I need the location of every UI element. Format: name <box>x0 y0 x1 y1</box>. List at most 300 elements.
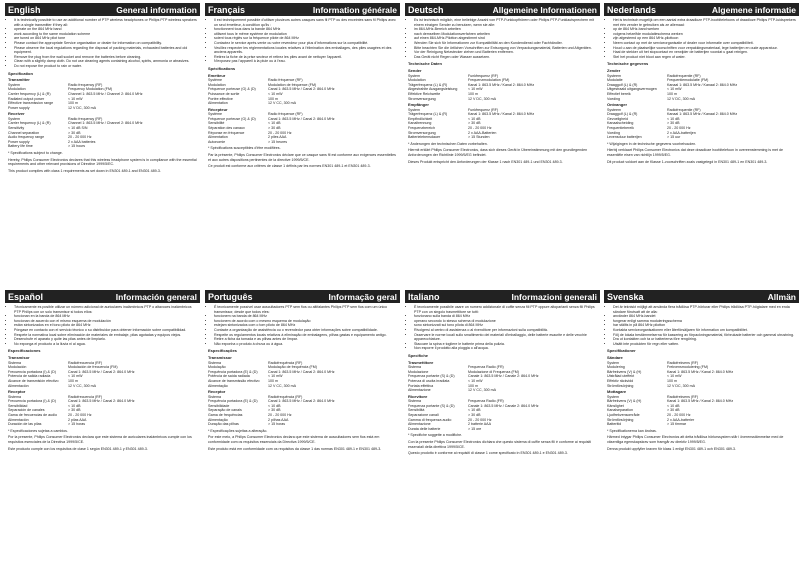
spec-key: Battery life time <box>8 144 33 149</box>
specification-block <box>208 67 397 145</box>
spec-section-title: Zender <box>607 67 621 73</box>
declaration-text: Hierbij verklaart Philips Consumer Electronics dat deze draadloze hoofdtelefoon in overeenstemming is met de essentiële eisen van richtlijn 1999/5/EG. <box>607 148 783 158</box>
spec-key: Batterielebensdauer <box>408 135 441 140</box>
spec-value: 12 V CC, 300 mA <box>68 383 96 388</box>
bullet-item: • É tecnicamente possível usar auscultadores PTP sem fios ou altifalantes Philips PTP sem fios com um único transmissor, desde que todos eles: <box>214 305 397 314</box>
spec-note: * Especificações sujeitas a alteração. <box>208 428 268 433</box>
spec-section-title: Transmisor <box>8 354 30 360</box>
spec-value: Canal 1: 863.5 MHz / Canal 2: 864.0 MHz <box>268 399 335 404</box>
spec-section-title: Sändare <box>607 354 623 360</box>
spec-key: System <box>607 360 619 365</box>
spec-key: Draaggolf (L) & (R) <box>607 82 638 87</box>
compliance-text: Dit product voldoet aan de Klasse 1-voorschriften zoals vastgelegd in EN301 489-1 en EN301 489-3. <box>607 159 768 164</box>
section-header <box>604 290 799 303</box>
bullet-item: • Respeite os regulamentos locais relativos à eliminação de embalagens, pilhas gastas e equipamento antigo. <box>214 333 397 338</box>
bullet-item: • funcionan de acuerdo con el mismo esquema de modulación <box>14 319 197 324</box>
spec-value: > 15 timmar <box>667 422 687 427</box>
spec-key: System <box>408 73 420 78</box>
bullet-item: • funzionano sulla banda di 864 MHz <box>414 314 597 319</box>
bullet-item: • Técnicamente es posible utilizar un número adicional de auriculares inalámbricos PTP o altavoces inalámbricos PTP Philips con un solo transmisor si todos ellos: <box>14 305 197 314</box>
spec-value: Radiofrequentie (RF) <box>667 73 701 78</box>
section-header <box>5 290 200 303</box>
bullet-item: • zijn afgestemd op een 864 MHz-pilottoon <box>613 36 796 41</box>
spec-value: < 10 mW <box>268 374 283 379</box>
spec-key: Sistema <box>208 394 221 399</box>
spec-value: < 10 mW <box>268 91 283 96</box>
spec-key: Voeding <box>607 96 620 101</box>
bullet-item: • funcionan en la banda de 864 MHz <box>14 314 197 319</box>
declaration-text: Con la presente Philips Consumer Electronics dichiara che questo sistema di cuffie senza fili è conforme ai requisiti essenziali della direttiva 1999/5/CE. <box>408 440 592 449</box>
spec-key: Carrier frequency (L) & (R) <box>8 91 51 96</box>
spec-value: < 10 mW <box>468 87 483 92</box>
spec-section-title: Receptor <box>8 389 26 395</box>
spec-key: Modulazione <box>408 369 429 374</box>
spec-value: 12 V CC, 300 mA <box>268 383 296 388</box>
spec-key: Alimentação <box>208 417 228 422</box>
spec-section-title: Receiver <box>8 111 25 117</box>
section-title: Algemene informatie <box>711 4 796 15</box>
spec-key: Alimentación <box>8 383 29 388</box>
spec-key: Gamma di frequenza audio <box>408 417 452 422</box>
spec-key: Alimentação <box>208 383 228 388</box>
bullet-item: • Please contact the appropriate Service organisation or dealer for information on compatibility. <box>14 41 197 46</box>
bullet-list <box>8 18 197 69</box>
bullet-item: • are tuned on 864 MHz pilot tone <box>14 36 197 41</box>
spec-key: Fréquence porteuse (G) & (D) <box>208 116 256 121</box>
spec-value: 12 V DC, 300 mA <box>667 96 695 101</box>
declaration-text: Por este meio, a Philips Consumer Electronics declara que este sistema de auscultadores sem fios está em conformidade com os requisitos essenciais da Directiva 1999/5/CE. <box>208 435 380 445</box>
bullet-item: • Contacte a organização de assistência ou o revendedor para obter informações sobre compatibilidade. <box>214 328 397 333</box>
spec-value: Channel 1: 863.5 MHz / Channel 2: 864.0 MHz <box>68 121 143 126</box>
spec-value: Canal 1: 863.5 MHz / Canal 2: 864.0 MHz <box>268 116 335 121</box>
spec-section-title: Empfänger <box>408 102 429 108</box>
spec-key: Audio frequency range <box>8 135 45 140</box>
spec-value: Funkfrequenz (RF) <box>468 107 499 112</box>
spec-key: Frequenza portante (S) & (D) <box>408 374 455 379</box>
spec-value: 100 m <box>468 383 478 388</box>
spec-value: Radio frequency (RF) <box>68 82 103 87</box>
spec-row <box>408 427 597 432</box>
language-title: Español <box>8 291 44 302</box>
spec-value: 2 pilhas AAA <box>268 417 289 422</box>
bullet-item: • No exponga el producto a la lluvia ni al agua. <box>14 342 197 347</box>
spec-value: 20 - 20 000 Hz <box>468 417 492 422</box>
spec-key: Stromversorgung <box>408 96 436 101</box>
spec-value: 2 piles AAA <box>268 135 287 140</box>
spec-key: Sistema <box>408 399 421 404</box>
section-header <box>205 290 400 303</box>
spec-key: Kanaltrennung <box>408 121 432 126</box>
section-title: Allgemeine Informationen <box>492 4 597 15</box>
spec-key: Sensibilité <box>208 121 225 126</box>
compliance-text: Ce produit est conforme aux critères de classe 1 définis par les normes EN301 489-1 et EN301 489-3. <box>208 164 371 169</box>
spec-key: Effective transmission range <box>8 101 54 106</box>
spec-key: System <box>607 394 619 399</box>
declaration-text: Par la présente, Philips Consumer Electronics déclare que ce casque sans fil est conforme aux exigences essentielles et aux autres dispositions pertinentes de la directive 1999/5/CE. <box>208 153 396 162</box>
spec-key: Sensitivity <box>8 126 25 131</box>
spec-key: Potencia de salida radiada <box>8 374 51 379</box>
specification-block <box>408 354 597 432</box>
spec-key: Separación de canales <box>8 408 45 413</box>
spec-row <box>607 384 796 389</box>
spec-key: System <box>8 82 20 87</box>
spec-section-title: Transmitter <box>8 77 30 83</box>
spec-value: < 10 mW <box>667 374 682 379</box>
specification-block <box>607 349 796 427</box>
specification-block <box>8 349 197 427</box>
spec-note: * Especificaciones sujetas a cambios. <box>8 428 68 433</box>
bullet-item: • están sintonizados en el tono piloto de 864 MHz <box>14 323 197 328</box>
bullet-list <box>208 305 397 346</box>
spec-section-title: Mottagare <box>607 389 627 395</box>
spec-key: Effektiv räckvidd <box>607 378 634 383</box>
specification-block <box>8 72 197 150</box>
spec-value: Modulazione di Frequenza (FM) <box>468 369 519 374</box>
spec-key: Kanalseparation <box>607 408 633 413</box>
spec-key: Trägerfrequenz (L) & (R) <box>408 82 448 87</box>
spec-value: 100 m <box>268 378 278 383</box>
section-header <box>604 3 799 16</box>
bullet-item: • Rivolgersi al centro di assistenza o al rivenditore per informazioni sulla compatibilità. <box>414 328 597 333</box>
bullet-item: • nach demselben Modulationsverfahren arbeiten <box>414 32 597 37</box>
spec-value: Frequency Modulation (FM) <box>68 87 113 92</box>
spec-value: Kanaal 1: 863.5 MHz / Kanaal 2: 864.0 MHz <box>667 82 738 87</box>
spec-value: 12 V CC, 300 mA <box>468 388 496 393</box>
bullet-item: • op de 864 MHz-band werken <box>613 27 796 32</box>
spec-value: > 15 hours <box>68 144 86 149</box>
spec-key: Gama de frecuencias de audio <box>8 413 57 418</box>
bullet-item: • Please observe the local regulations regarding the disposal of packing materials, exhausted batteries and old equipment. <box>14 46 197 55</box>
section-title: General information <box>116 4 197 15</box>
spec-value: < 10 mW <box>667 87 682 92</box>
spec-value: > 30 dB <box>468 121 481 126</box>
language-title: Svenska <box>607 291 644 302</box>
spec-key: Frequência portadora (E) & (D) <box>208 399 258 404</box>
language-section-5 <box>205 290 400 568</box>
spec-key: Alimentazione <box>408 388 431 393</box>
spec-value: Canal 1: 863.5 MHz / Canal 2: 864.0 MHz <box>68 369 135 374</box>
language-section-6 <box>405 290 600 568</box>
spec-key: Voeding <box>607 130 620 135</box>
spec-key: Système <box>208 78 222 83</box>
bullet-item: • Non esporre il prodotto alla pioggia o all'acqua. <box>414 346 597 351</box>
spec-key: Power supply <box>8 139 30 144</box>
spec-value: 20 - 20 000 Hz <box>68 135 92 140</box>
specification-title: Specifiche <box>408 352 429 358</box>
specification-title: Specifikationer <box>607 348 636 354</box>
declaration-text: Hiermit erklärt Philips Consumer Electronics, dass sich dieses Gerät in Übereinstimmung mit den grundlegenden Anforderungen der Richtlinie 1999/5/EG befindet. <box>408 148 588 158</box>
spec-key: Kanaalscheiding <box>607 121 634 126</box>
spec-value: Radiofrequência (RF) <box>268 360 303 365</box>
language-title: Nederlands <box>607 4 657 15</box>
spec-value: < 10 dB <box>667 116 680 121</box>
spec-key: Strömförsörjning <box>607 417 634 422</box>
spec-key: Alimentazione <box>408 422 431 427</box>
spec-row <box>408 388 597 393</box>
bullet-list <box>408 18 597 59</box>
spec-row <box>8 384 197 389</box>
spec-key: Batteritid <box>607 422 622 427</box>
bullet-item: • volgens hetzelfde modulatieschema werken <box>613 32 796 37</box>
spec-key: Ljudfrekvensområde <box>607 413 640 418</box>
language-section-7 <box>604 290 799 568</box>
spec-key: Levensduur batterijen <box>607 135 642 140</box>
bullet-item: • Vor der Reinigung Netzstecker ziehen und Batterien entfernen. <box>414 50 597 55</box>
bullet-item: • Het is technisch mogelijk om een aantal extra draadloze PTP-hoofdtelefoons of draadloze Philips PTP-luidsprekers met één zender te gebruiken als ze allemaal: <box>613 18 796 27</box>
section-body <box>205 16 400 169</box>
spec-key: Potenza di uscita irradiata <box>408 378 450 383</box>
spec-key: Systeem <box>607 73 621 78</box>
bullet-item: • Staccare la spina e togliere le batterie prima della pulizia. <box>414 342 597 347</box>
spec-key: Separação de canais <box>208 408 242 413</box>
spec-value: < 10 dB S/N <box>68 126 88 131</box>
spec-value: < 10 mW <box>468 378 483 383</box>
spec-key: Frequenza portante (S) & (D) <box>408 403 455 408</box>
spec-key: Modulação <box>208 365 226 370</box>
bullet-item: • Póngase en contacto con el servicio técnico o su distribuidor para obtener información sobre compatibilidad. <box>14 328 197 333</box>
spec-value: > 15 horas <box>268 422 286 427</box>
section-body <box>205 303 400 451</box>
spec-value: Modulation de fréquence (FM) <box>268 82 317 87</box>
spec-key: Fréquence porteuse (G) & (D) <box>208 87 256 92</box>
bullet-item: • Osservare le norme locali sullo smaltimento dei materiali d'imballaggio, delle batterie esaurite e delle vecchie apparecchiature. <box>414 333 597 342</box>
bullet-list <box>408 305 597 351</box>
spec-value: < 10 dB <box>68 403 81 408</box>
spec-value: 12 V CC, 300 mA <box>268 101 296 106</box>
bullet-item: • Det är tekniskt möjligt att använda flera trådlösa PTP-hörlurar eller Philips trådlösa PTP-högtalare med en enda sändare förutsatt att de alla: <box>613 305 796 314</box>
spec-value: 2 x AAA-batterijen <box>667 130 696 135</box>
spec-value: Radiofrekvens (RF) <box>667 394 699 399</box>
spec-value: Kanal 1: 863.5 MHz / Kanal 2: 864.0 MHz <box>667 399 734 404</box>
section-body <box>405 303 600 456</box>
bullet-item: • operano secondo lo stesso schema di modulazione <box>414 319 597 324</box>
spec-key: Separazione canali <box>408 413 439 418</box>
compliance-text: Denna produkt uppfyller kraven för klass 1 enligt EN301 489-1 och EN301 489-3. <box>607 446 737 451</box>
bullet-item: • Il est techniquement possible d'utiliser plusieurs autres casques sans fil PTP ou des enceintes sans fil Philips avec un seul émetteur, à condition qu'ils : <box>214 18 397 27</box>
compliance-text: This product complies with class 1 requirements as set down in EN301 489-1 and EN301 489-3. <box>8 168 161 173</box>
spec-value: Radiofrequentie (RF) <box>667 107 701 112</box>
bullet-item: • Wenden Sie sich für Informationen zur Kompatibilität an den Kundendienst oder Fachhändler. <box>414 41 597 46</box>
bullet-item: • sono sintonizzati sul tono pilota di 864 MHz <box>414 323 597 328</box>
section-title: Allmän <box>767 291 796 302</box>
spec-key: Draaggolf (L) & (R) <box>607 112 638 117</box>
spec-section-title: Receptor <box>208 389 226 395</box>
bullet-item: • Não exponha o produto à chuva ou à água. <box>214 342 397 347</box>
spec-value: Radiofrequência (RF) <box>268 394 303 399</box>
bullet-item: • Contactez le service après-vente ou votre revendeur pour plus d'informations sur la compatibilité. <box>214 41 397 46</box>
bullet-item: • estejam sintonizados com o tom piloto de 864 MHz <box>214 323 397 328</box>
spec-value: 2 x AAA-Batterien <box>468 130 497 135</box>
spec-value: 100 m <box>68 378 78 383</box>
bullet-item: • Houd u aan de plaatselijke voorschriften voor verpakkingsmateriaal, lege batterijen en oude apparatuur. <box>613 46 796 51</box>
bullet-item: • Bitte beachten Sie die örtlichen Vorschriften zur Entsorgung von Verpackungsmaterial, Batterien und Altgeräten. <box>414 46 597 51</box>
bullet-item: • Clean with a slightly damp cloth. Do not use cleaning agents containing alcohol, spirits, ammonia or abrasives. <box>14 59 197 64</box>
spec-note: * Specifiche soggette a modifiche. <box>408 433 463 438</box>
specification-title: Especificações <box>208 348 237 354</box>
spec-key: Uitgestraald uitgangsvermogen <box>607 87 657 92</box>
language-section-0 <box>5 3 200 281</box>
spec-key: System <box>408 107 420 112</box>
declaration-text: Hereby, Philips Consumer Electronics declares that this wireless headphone system is in compliance with the essential requirements and other relevant provisions of Directive 1999/5/EC. <box>8 157 197 167</box>
spec-key: Bärfrekvens (V) & (H) <box>607 399 642 404</box>
spec-value: < 10 dB <box>468 408 481 413</box>
spec-value: 2 x AAA-batterier <box>667 417 695 422</box>
bullet-item: • Haal de stekker uit het stopcontact en verwijder de batterijen voordat u gaat reinigen. <box>613 50 796 55</box>
section-body <box>405 16 600 164</box>
spec-value: Radio fréquence (RF) <box>268 112 303 117</box>
spec-value: Kanal 1: 863.5 MHz / Kanal 2: 864.0 MHz <box>468 82 535 87</box>
spec-key: Séparation des canaux <box>208 126 245 131</box>
spec-key: Sistema <box>208 360 221 365</box>
spec-row <box>607 135 796 140</box>
spec-section-title: Sender <box>408 67 422 73</box>
language-title: Português <box>208 291 253 302</box>
bullet-item: • använder 864 MHz-bandet <box>613 314 796 319</box>
bullet-item: • Es ist technisch möglich, eine beliebige Anzahl von PTP-Funkkopfhörern oder Philips PTP-Funklautsprechern mit einem einzigen Sender zu benutzen, wenn sie alle: <box>414 18 597 27</box>
bullet-item: • funcionem na banda de 864 MHz <box>214 314 397 319</box>
declaration-text: Härmed intygar Philips Consumer Electronics att detta trådlösa hörlurssystem står i överensstämmelse med de väsentliga egenskapskrav som framgår av direktiv 1999/5/EG. <box>607 435 784 445</box>
spec-key: Duração das pilhas <box>208 422 239 427</box>
spec-value: 20 - 20 000 Hz <box>268 413 292 418</box>
spec-value: Radiofrecuencia (RF) <box>68 394 103 399</box>
spec-value: Radio fréquence (RF) <box>268 78 303 83</box>
bullet-item: • Veuillez respecter les réglementations locales relatives à l'élimination des emballages, des piles usagées et des anciens appareils. <box>214 46 397 55</box>
spec-key: Channel separation <box>8 130 40 135</box>
spec-key: Modulation <box>208 82 226 87</box>
bullet-item: • auf einen 864-MHz-Pilotton abgestimmt sind <box>414 36 597 41</box>
spec-key: Sistema <box>8 360 21 365</box>
spec-value: Frequenzmodulation (FM) <box>468 78 510 83</box>
spec-key: Gama de frequências <box>208 413 243 418</box>
spec-value: 100 m <box>667 378 677 383</box>
section-body <box>604 303 799 451</box>
spec-value: < 10 dB <box>667 403 680 408</box>
spec-note: * Specifications subject to change. <box>8 151 63 156</box>
spec-row <box>208 140 397 145</box>
spec-key: Sensibilidade <box>208 403 230 408</box>
spec-value: Kanaal 1: 863.5 MHz / Kanaal 2: 864.0 MHz <box>667 112 738 117</box>
spec-value: > 30 dB <box>68 408 81 413</box>
compliance-text: Dieses Produkt entspricht den Anforderungen der Klasse 1 nach EN301 489-1 und EN301 489-3. <box>408 159 563 164</box>
specification-block <box>208 349 397 427</box>
spec-key: Modulation <box>408 78 426 83</box>
spec-row <box>8 106 197 111</box>
bullet-item: • Das Gerät nicht Regen oder Wasser aussetzen. <box>414 55 597 60</box>
section-body <box>604 16 799 164</box>
spec-key: Sistema <box>8 394 21 399</box>
spec-value: 20 - 20 000 Hz <box>68 413 92 418</box>
spec-value: Canal 1: 863.5 MHz / Canal 2: 864.0 MHz <box>268 369 335 374</box>
bullet-item: • È tecnicamente possibile usare un numero addizionale di cuffie senza fili PTP oppure altoparlanti senza fili Philips PTP con un singolo trasmettitore se tutti: <box>414 305 597 314</box>
spec-key: Modulación <box>8 365 27 370</box>
spec-key: Trägerfrequenz (L) & (R) <box>408 112 448 117</box>
spec-key: Modulation <box>8 87 26 92</box>
bullet-item: • Do not expose the product to rain or water. <box>14 64 197 69</box>
spec-value: Frekvensmodulering (FM) <box>667 365 709 370</box>
bullet-list <box>607 305 796 346</box>
spec-note: * Spécifications susceptibles d'être modifiées. <box>208 146 281 151</box>
spec-row <box>607 97 796 102</box>
spec-key: Gevoeligheid <box>607 116 628 121</box>
bullet-item: • Stel het product niet bloot aan regen of water. <box>613 55 796 60</box>
spec-key: Strömförsörjning <box>607 383 634 388</box>
spec-value: Kanal 1: 863.5 MHz / Kanal 2: 864.0 MHz <box>667 369 734 374</box>
spec-section-title: Trasmettitore <box>408 359 434 365</box>
spec-value: 100 m <box>268 96 278 101</box>
spec-row <box>208 422 397 427</box>
section-header <box>405 3 600 16</box>
specification-title: Specification <box>8 70 33 76</box>
spec-value: Frequentiemodulatie (FM) <box>667 78 709 83</box>
spec-value: 20 - 20 000 Hz <box>468 126 492 131</box>
section-title: Information générale <box>312 4 397 15</box>
spec-key: Alimentation <box>208 101 228 106</box>
spec-value: Radiofrekvens (RF) <box>667 360 699 365</box>
language-section-2 <box>405 3 600 281</box>
spec-value: Frequenza Radio (FR) <box>468 365 504 370</box>
bullet-item: • Dra ut kontakten och ta ur batterierna före rengöring. <box>613 337 796 342</box>
section-title: Informazioni generali <box>511 291 597 302</box>
bullet-item: • Utsätt inte produkten för regn eller vatten. <box>613 342 796 347</box>
language-section-4 <box>5 290 200 568</box>
bullet-item: • Neem contact op met de serviceorganisatie of dealer voor informatie over compatibiliteit. <box>613 41 796 46</box>
spec-key: Autonomie <box>208 139 226 144</box>
section-title: Informação geral <box>328 291 397 302</box>
spec-value: > 15 Stunden <box>468 135 490 140</box>
spec-value: > 15 ore <box>468 426 482 431</box>
spec-value: Kanal 1: 863.5 MHz / Kanal 2: 864.0 MHz <box>468 112 535 117</box>
spec-key: Frequência portadora (E) & (D) <box>208 369 258 374</box>
bullet-item: • im 864-MHz-Bereich arbeiten <box>414 27 597 32</box>
spec-value: 100 m <box>667 91 677 96</box>
spec-key: Potência de saída radiada <box>208 374 250 379</box>
bullet-item: • Retirez la fiche de la prise secteur et retirez les piles avant de nettoyer l'appareil. <box>214 55 397 60</box>
spec-row <box>208 384 397 389</box>
compliance-text: Este producto cumple con los requisitos de clase 1 según EN301 489-1 y EN301 489-3. <box>8 446 148 451</box>
spec-value: > 15 heures <box>268 139 288 144</box>
spec-row <box>408 135 597 140</box>
spec-section-title: Transmissor <box>208 354 232 360</box>
spec-note: * Änderungen der technischen Daten vorbehalten. <box>408 141 488 146</box>
specification-title: Technische gegevens <box>607 61 649 67</box>
spec-row <box>408 97 597 102</box>
spec-value: 20 - 20 000 Hz <box>667 413 691 418</box>
language-title: English <box>8 4 41 15</box>
compliance-text: Questo prodotto è conforme ai requisiti di classe 1 come specificato in EN301 489-1 e EN301 489-3. <box>408 451 568 456</box>
language-title: Italiano <box>408 291 440 302</box>
spec-note: * Specifikationerna kan ändras. <box>607 428 657 433</box>
spec-key: Stromversorgung <box>408 130 436 135</box>
spec-value: Radio frequency (RF) <box>68 116 103 121</box>
bullet-list <box>607 18 796 59</box>
bullet-list <box>208 18 397 64</box>
spec-key: Effektive Reichweite <box>408 91 441 96</box>
spec-key: Radiated output power <box>8 96 45 101</box>
spec-key: Portata effettiva <box>408 383 434 388</box>
spec-key: Alimentation <box>208 135 228 140</box>
section-header <box>5 3 200 16</box>
spec-value: Modulación de frecuencia (FM) <box>68 365 118 370</box>
spec-value: Canale 1: 863.5 MHz / Canale 2: 864.0 MHz <box>468 374 539 379</box>
spec-key: Frequenzbereich <box>408 126 435 131</box>
spec-key: Sistema <box>408 365 421 370</box>
spec-key: Modulering <box>607 365 625 370</box>
spec-row <box>208 101 397 106</box>
spec-key: Sensibilità <box>408 408 425 413</box>
bullet-item: • N'exposez pas l'appareil à la pluie ou à l'eau. <box>214 59 397 64</box>
spec-value: < 10 mW <box>68 374 83 379</box>
spec-value: > 15 uur <box>667 135 681 140</box>
